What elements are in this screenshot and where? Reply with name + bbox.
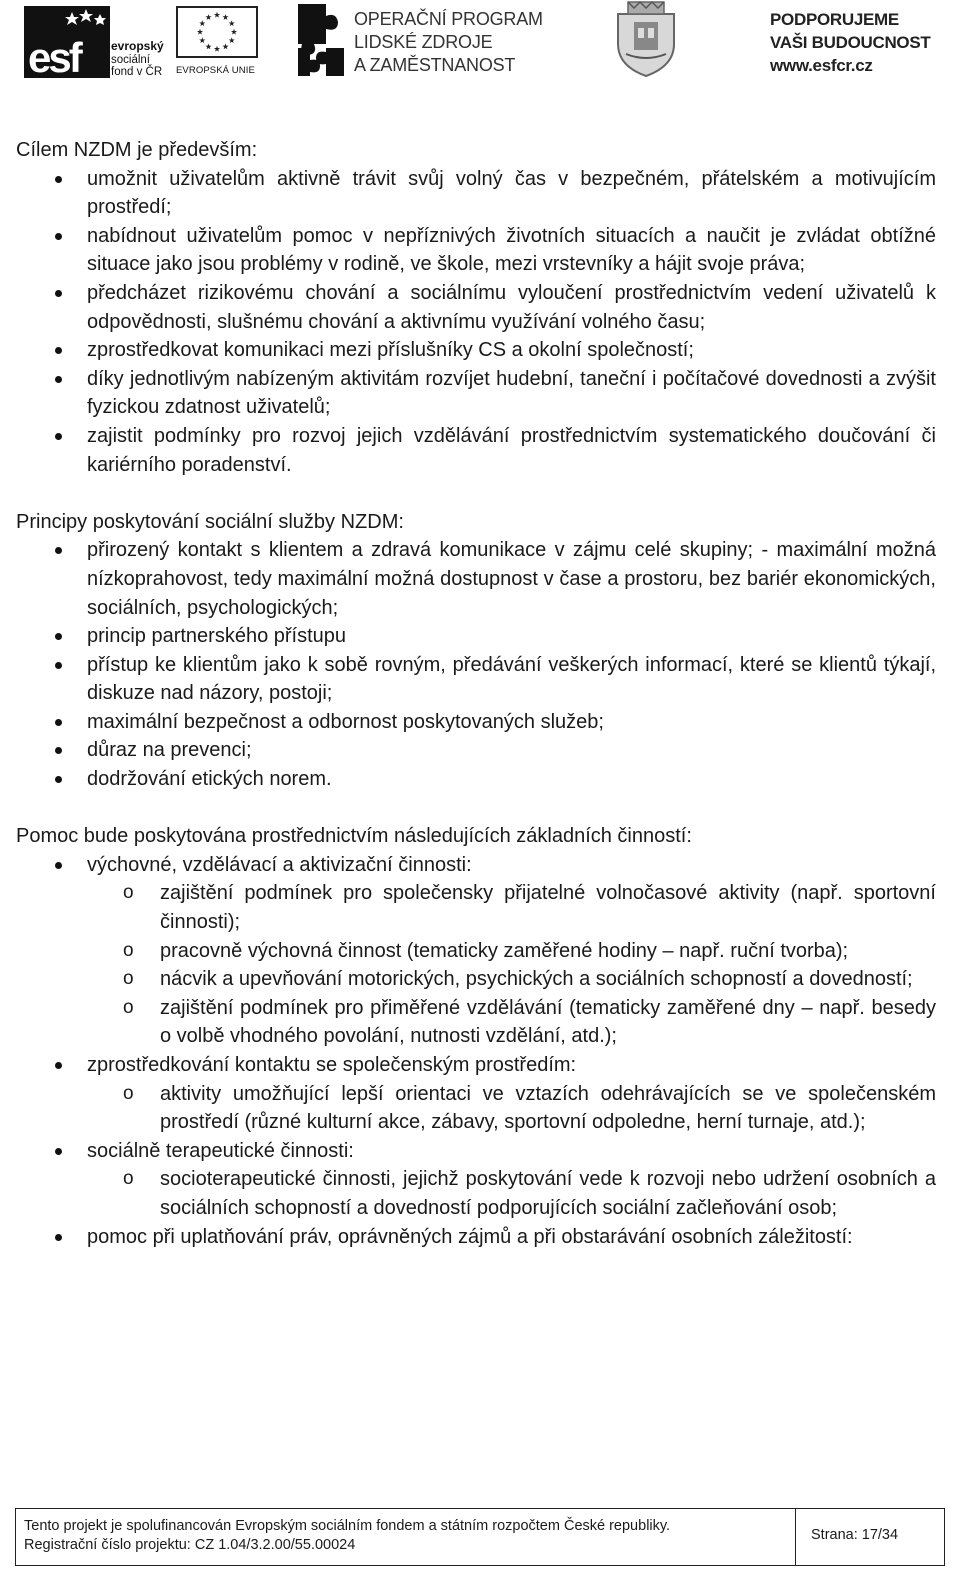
footer-funding-note [16, 1509, 796, 1565]
list-item: přirozený kontakt s klientem a zdravá komunikace v zájmu celé skupiny; - maximální možná nízkoprahovost, tedy maximální možná dostupnost v čase a prostoru, bez bariér ekonomických, sociálních, psychologických; [16, 536, 936, 622]
op-logo-text [354, 8, 543, 77]
section3-heading: Pomoc bude poskytována prostřednictvím následujících základních činností: [16, 825, 692, 848]
eu-star-icon [197, 29, 203, 35]
support-logo [770, 8, 950, 77]
group-label: výchovné, vzdělávací a aktivizační činnosti: [87, 853, 472, 876]
list-item: přístup ke klientům jako k sobě rovným, předávání veškerých informací, které se klientů týkají, diskuze nad názory, postoji; [16, 651, 936, 708]
list-item-group [16, 1051, 936, 1137]
footer-funding-line: Tento projekt je spolufinancován Evropským sociálním fondem a státním rozpočtem České republiky. [24, 1518, 671, 1534]
esf-word-line3: fond v ČR [111, 66, 163, 78]
eu-star-icon [229, 20, 235, 26]
list-item-group [16, 851, 936, 1051]
section2-list [16, 536, 936, 793]
section2-heading: Principy poskytování sociální služby NZDM: [16, 510, 404, 533]
eu-star-icon [199, 20, 205, 26]
footer-registration-line: Registrační číslo projektu: CZ 1.04/3.2.00/55.00024 [24, 1537, 356, 1553]
section3-list [16, 851, 936, 1251]
list-item: princip partnerského přístupu [16, 622, 936, 651]
list-item: nabídnout uživatelům pomoc v nepříznivých životních situacích a naučit je zvládat obtížné situace jako jsou problémy v rodině, ve škole, mezi vrstevníky a hájit svoje práva; [16, 222, 936, 279]
eu-star-icon [214, 46, 220, 52]
eu-logo [176, 6, 260, 78]
list-item: díky jednotlivým nabízeným aktivitám rozvíjet hudební, taneční i počítačové dovednosti a zvýšit fyzickou zdatnost uživatelů; [16, 365, 936, 422]
op-logo [296, 2, 546, 80]
op-line1: OPERAČNÍ PROGRAM [354, 9, 543, 29]
section1-list [16, 165, 936, 480]
sub-list-item: o pracovně výchovná činnost (tematicky zaměřené hodiny – např. ruční tvorba); [16, 937, 936, 966]
eu-caption: EVROPSKÁ UNIE [176, 65, 255, 76]
eu-star-icon [205, 14, 211, 20]
logo-header [0, 0, 960, 90]
sub-list-item: o zajištění podmínek pro přiměřené vzdělávání (tematicky zaměřené dny – např. besedy o volbě vhodného povolání, nutnosti vzdělání, atd.); [16, 994, 936, 1051]
op-line3: A ZAMĚSTNANOST [354, 55, 516, 75]
eu-stars [178, 8, 256, 56]
support-line1: PODPORUJEME [770, 10, 899, 29]
sub-list-item: o zajištění podmínek pro společensky přijatelné volnočasové aktivity (např. sportovní činnosti); [16, 879, 936, 936]
eu-star-icon [231, 29, 237, 35]
esf-logo-wordmark [111, 40, 164, 79]
page-number: Strana: 17/34 [811, 1527, 899, 1543]
paragraph-gap [16, 794, 936, 823]
group-label: pomoc při uplatňování práv, oprávněných zájmů a při obstarávání osobních záležitostí: [87, 1225, 853, 1248]
paragraph-gap [16, 479, 936, 508]
esf-word-line2: sociální [111, 53, 150, 66]
list-item: zprostředkovat komunikaci mezi příslušníky CS a okolní společností; [16, 336, 936, 365]
sub-list-item: o socioterapeutické činnosti, jejichž poskytování vede k rozvoji nebo udržení osobních a sociálních schopností a dovedností podporujících sociální začleňování osob; [16, 1165, 936, 1222]
eu-star-icon [229, 37, 235, 43]
coat-of-arms-icon [614, 0, 678, 78]
section1-heading: Cílem NZDM je především: [16, 139, 258, 161]
sub-list [87, 879, 936, 1051]
list-item: dodržování etických norem. [16, 765, 936, 794]
list-item-group [16, 1137, 936, 1223]
group-label: sociálně terapeutické činnosti: [87, 1139, 354, 1162]
sub-list [87, 1080, 936, 1137]
eu-star-icon [199, 37, 205, 43]
document-body [16, 136, 936, 1251]
list-item: zajistit podmínky pro rozvoj jejich vzdělávání prostřednictvím systematického doučování či kariérního poradenství. [16, 422, 936, 479]
op-puzzle-mark [296, 2, 346, 76]
sub-list-item: o nácvik a upevňování motorických, psychických a sociálních schopností a dovedností; [16, 965, 936, 994]
eu-flag [176, 6, 258, 58]
esf-word-line1: evropský [111, 39, 164, 53]
esf-logo-mark [24, 6, 110, 78]
list-item: důraz na prevenci; [16, 736, 936, 765]
eu-star-icon [205, 44, 211, 50]
eu-star-icon [222, 14, 228, 20]
support-line2: VAŠI BUDOUCNOST [770, 33, 931, 52]
sub-list [87, 1165, 936, 1222]
sub-list-item: o aktivity umožňující lepší orientaci ve vztazích odehrávajících se ve společenském prostředí (různé kulturní akce, zábavy, sportovní odpoledne, herní turnaje, atd.); [16, 1080, 936, 1137]
list-item: umožnit uživatelům aktivně trávit svůj volný čas v bezpečném, přátelském a motivujícím prostředí; [16, 165, 936, 222]
esf-logo [24, 6, 174, 78]
eu-star-icon [214, 12, 220, 18]
page-footer [15, 1508, 945, 1566]
list-item-group [16, 1223, 936, 1252]
group-label: zprostředkování kontaktu se společenským prostředím: [87, 1054, 577, 1076]
list-item: maximální bezpečnost a odbornost poskytovaných služeb; [16, 708, 936, 737]
support-url: www.esfcr.cz [770, 56, 873, 75]
esf-mark-text: esf [28, 34, 80, 78]
op-line2: LIDSKÉ ZDROJE [354, 32, 493, 52]
list-item: předcházet rizikovému chování a sociálnímu vyloučení prostřednictvím vedení uživatelů k odpovědnosti, slušnému chování a aktivnímu využívání volného času; [16, 279, 936, 336]
eu-star-icon [222, 44, 228, 50]
